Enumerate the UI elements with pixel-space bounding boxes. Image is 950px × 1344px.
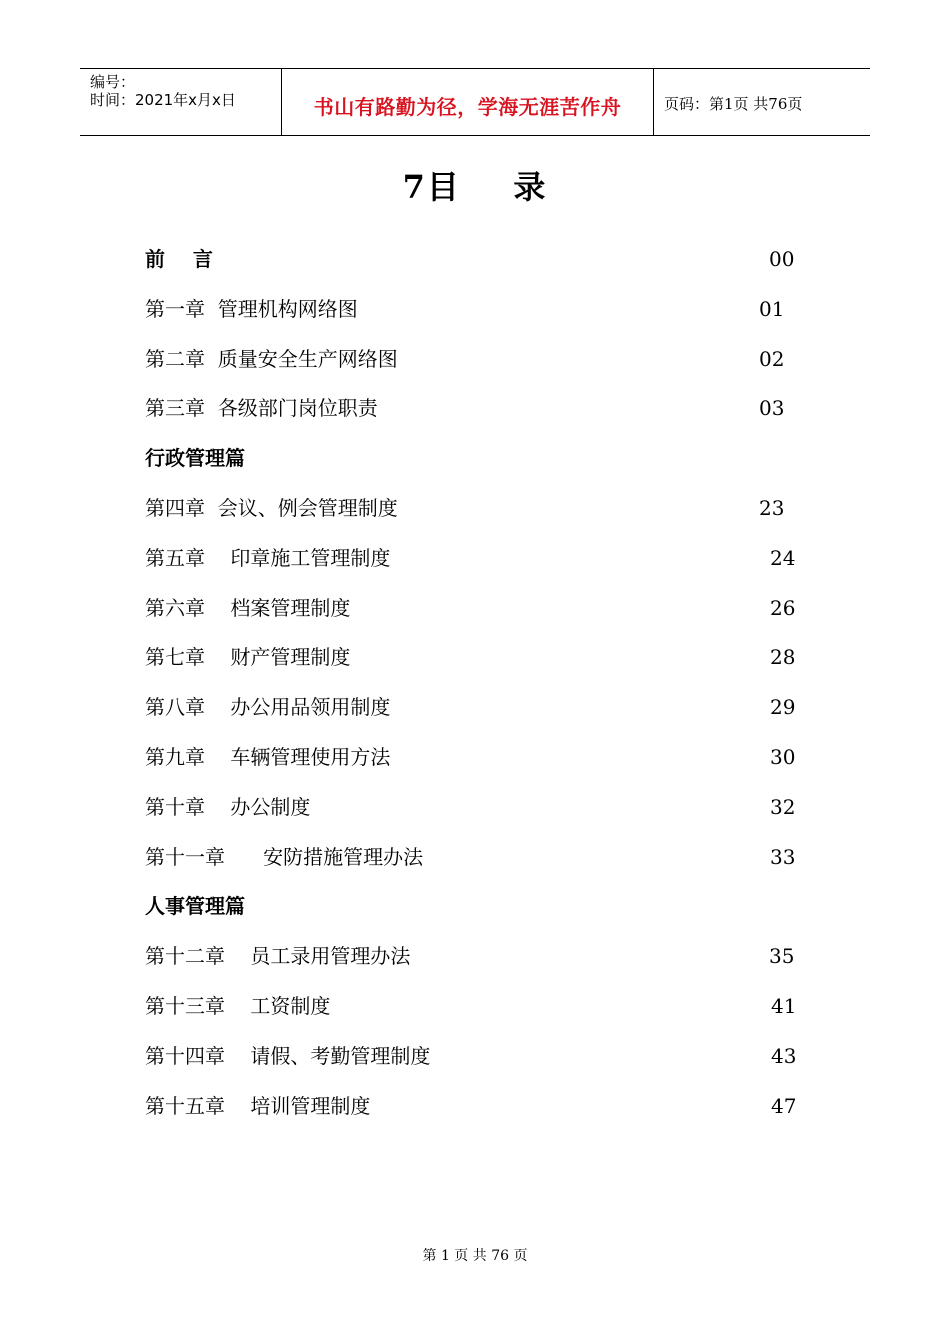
toc-entry-label: 第四章 会议、例会管理制度: [145, 496, 398, 520]
toc-entry-label: 第十二章 员工录用管理办法: [145, 944, 411, 968]
toc-entry-label: 第五章 印章施工管理制度: [145, 546, 391, 570]
header-motto: 书山有路勤为径，学海无涯苦作舟: [313, 94, 622, 119]
toc-entry-page-number: 43: [771, 1044, 797, 1068]
page-footer: 第 1 页 共 76 页: [422, 1248, 528, 1264]
toc-entry-label: 第十四章 请假、考勤管理制度: [145, 1044, 431, 1068]
toc-entry: [145, 941, 795, 971]
toc-entry: [145, 842, 795, 872]
toc-entry-page-number: 47: [771, 1094, 797, 1118]
toc-entry: [145, 792, 795, 822]
toc-section-heading: [145, 244, 795, 274]
toc-entry: [145, 692, 795, 722]
toc-entry-label: 第二章 质量安全生产网络图: [145, 347, 398, 371]
toc-entry-label: 第八章 办公用品领用制度: [145, 695, 391, 719]
toc-entry: [145, 642, 795, 672]
toc-entry-label: 第十章 办公制度: [145, 795, 311, 819]
toc-entry-page-number: 29: [770, 695, 796, 719]
toc-entry-page-number: 01: [759, 297, 785, 321]
toc-entry-page-number: 30: [770, 745, 796, 769]
toc-entry: [145, 991, 795, 1021]
toc-entry-page-number: 35: [769, 944, 795, 968]
toc-entry: [145, 1091, 795, 1121]
toc-section-heading: [145, 443, 795, 473]
toc-entry-page-number: 02: [759, 347, 785, 371]
toc-entry-label: 第十五章 培训管理制度: [145, 1094, 371, 1118]
page-title: 7目 录: [402, 168, 548, 206]
toc-entry-label: 第七章 财产管理制度: [145, 645, 351, 669]
toc-entry-page-number: 23: [759, 496, 785, 520]
toc-entry-page-number: 33: [770, 845, 796, 869]
toc-entry-page-number: 24: [770, 546, 796, 570]
toc-entry-label: 人事管理篇: [145, 894, 245, 918]
toc-entry-page-number: 28: [770, 645, 796, 669]
toc-entry-label: 行政管理篇: [145, 446, 245, 470]
toc-entry: [145, 742, 795, 772]
toc-entry-page-number: 03: [759, 396, 785, 420]
toc-entry-label: 第十三章 工资制度: [145, 994, 331, 1018]
toc-entry: [145, 294, 795, 324]
toc-entry: [145, 344, 795, 374]
toc-entry-label: 第三章 各级部门岗位职责: [145, 396, 378, 420]
toc-entry-label: 第九章 车辆管理使用方法: [145, 745, 391, 769]
toc-section-heading: [145, 891, 795, 921]
toc-entry-label: 第一章 管理机构网络图: [145, 297, 358, 321]
document-number-label: 编号：: [90, 73, 136, 91]
toc-entry-label: 前 言: [145, 247, 213, 271]
toc-entry: [145, 543, 795, 573]
toc-entry: [145, 493, 795, 523]
header-page-info: 页码：第1页 共76页: [664, 94, 803, 113]
toc-entry-page-number: 41: [771, 994, 797, 1018]
document-date-label: 时间：2021年x月x日: [90, 91, 236, 109]
toc-entry: [145, 1041, 795, 1071]
toc-entry: [145, 593, 795, 623]
toc-entry: [145, 393, 795, 423]
toc-entry-page-number: 32: [770, 795, 796, 819]
toc-entry-page-number: 00: [769, 247, 795, 271]
toc-entry-label: 第十一章 安防措施管理办法: [145, 845, 424, 869]
toc-entry-page-number: 26: [770, 596, 796, 620]
toc-entry-label: 第六章 档案管理制度: [145, 596, 351, 620]
